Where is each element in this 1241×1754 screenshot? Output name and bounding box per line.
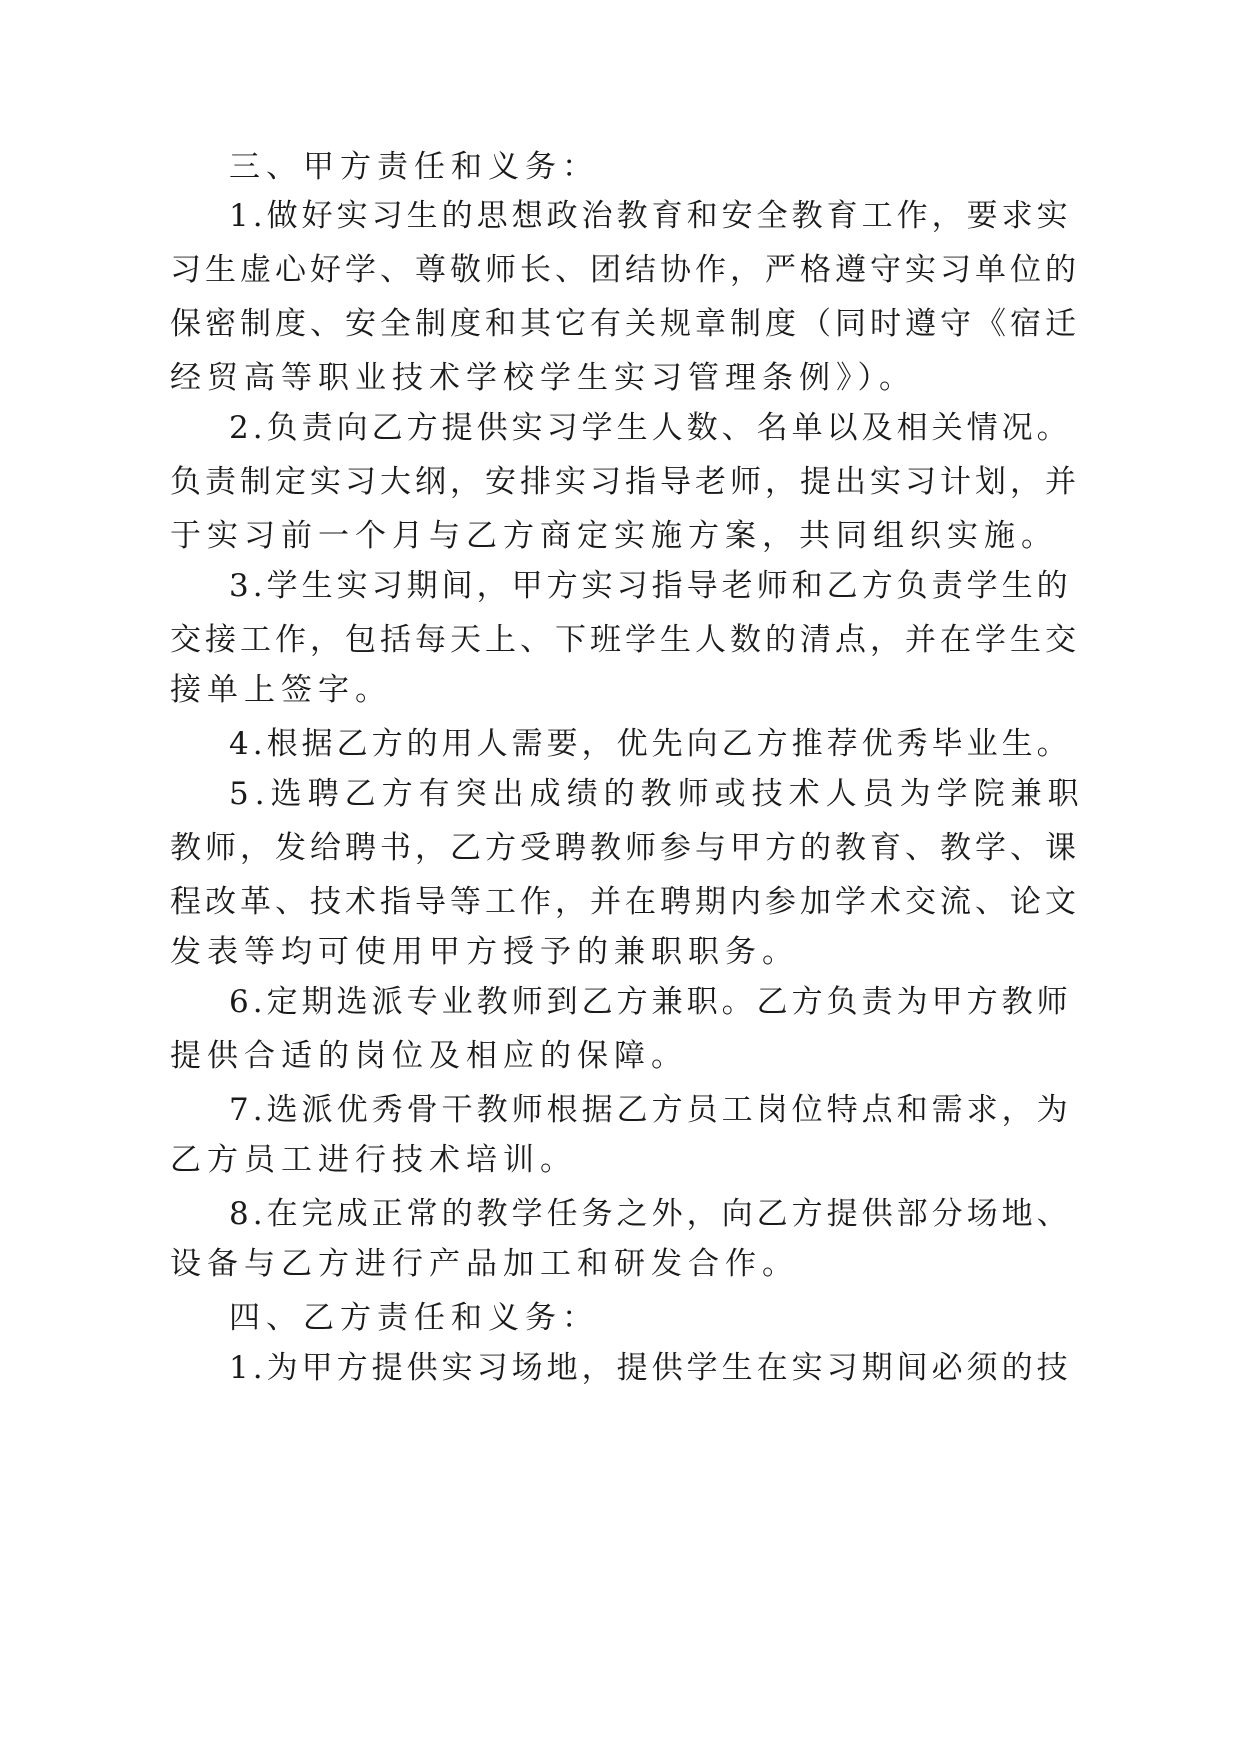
paragraph-line: 教师，发给聘书，乙方受聘教师参与甲方的教育、教学、课	[170, 830, 1080, 866]
paragraph-line: 程改革、技术指导等工作，并在聘期内参加学术交流、论文	[170, 884, 1080, 920]
paragraph-line: 2.负责向乙方提供实习学生人数、名单以及相关情况。	[229, 410, 1072, 446]
paragraph-line: 接单上签字。	[170, 672, 392, 708]
paragraph-line: 乙方员工进行技术培训。	[170, 1142, 577, 1178]
paragraph-line: 经贸高等职业技术学校学生实习管理条例》）。	[170, 360, 916, 396]
section-heading-party-a: 三、甲方责任和义务：	[229, 149, 599, 185]
paragraph-line: 1.为甲方提供实习场地，提供学生在实习期间必须的技	[229, 1350, 1072, 1386]
paragraph-line: 6.定期选派专业教师到乙方兼职。乙方负责为甲方教师	[229, 984, 1072, 1020]
paragraph-line: 负责制定实习大纲，安排实习指导老师，提出实习计划，并	[170, 464, 1080, 500]
paragraph-line: 习生虚心好学、尊敬师长、团结协作，严格遵守实习单位的	[170, 252, 1080, 288]
paragraph-line: 保密制度、安全制度和其它有关规章制度（同时遵守《宿迁	[170, 306, 1080, 342]
paragraph-line: 设备与乙方进行产品加工和研发合作。	[170, 1246, 799, 1282]
paragraph-line: 8.在完成正常的教学任务之外，向乙方提供部分场地、	[229, 1196, 1072, 1232]
paragraph-line: 于实习前一个月与乙方商定实施方案，共同组织实施。	[170, 518, 1058, 554]
paragraph-line: 1.做好实习生的思想政治教育和安全教育工作，要求实	[229, 198, 1072, 234]
paragraph-line: 发表等均可使用甲方授予的兼职职务。	[170, 934, 799, 970]
paragraph-line: 5.选聘乙方有突出成绩的教师或技术人员为学院兼职	[229, 776, 1085, 812]
section-heading-party-b: 四、乙方责任和义务：	[229, 1300, 599, 1336]
paragraph-line: 交接工作，包括每天上、下班学生人数的清点，并在学生交	[170, 622, 1080, 658]
paragraph-line: 3.学生实习期间，甲方实习指导老师和乙方负责学生的	[229, 568, 1072, 604]
paragraph-line: 4.根据乙方的用人需要，优先向乙方推荐优秀毕业生。	[229, 726, 1072, 762]
paragraph-line: 提供合适的岗位及相应的保障。	[170, 1038, 688, 1074]
paragraph-line: 7.选派优秀骨干教师根据乙方员工岗位特点和需求，为	[229, 1092, 1072, 1128]
